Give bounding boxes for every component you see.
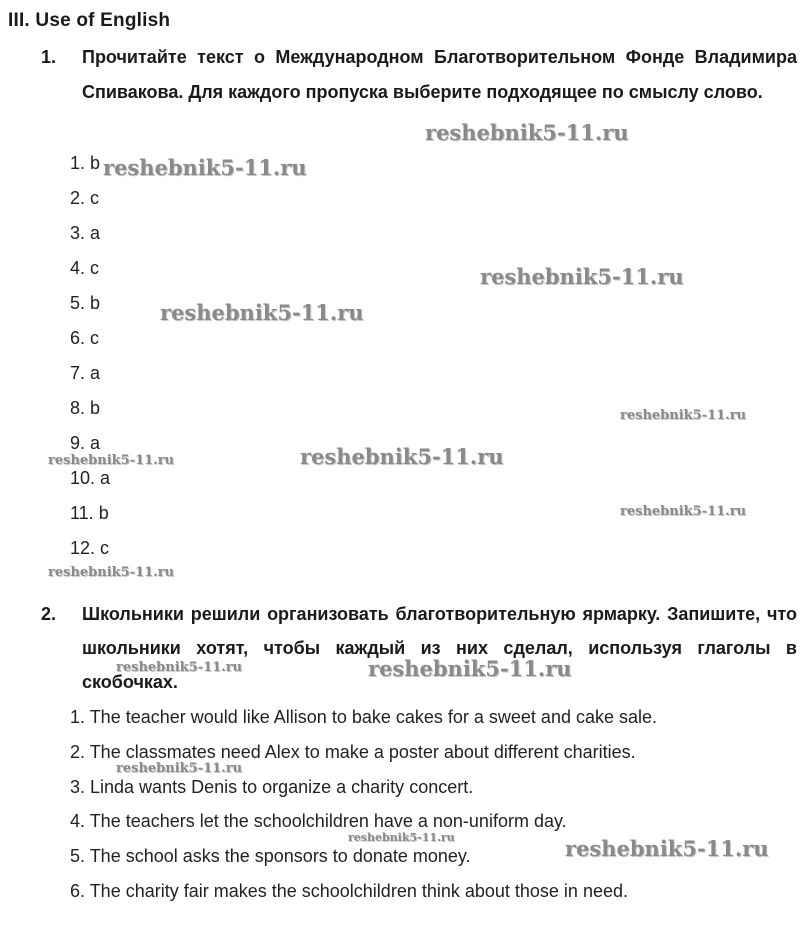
answer-item: 7. a — [70, 363, 101, 383]
answer-item: 1. b — [70, 153, 101, 173]
watermark: reshebnik5-11.ru — [565, 836, 769, 861]
task1-answers-list — [70, 146, 110, 566]
sentence-item: 3. Linda wants Denis to organize a charity concert. — [70, 776, 474, 797]
sentence-item: 5. The school asks the sponsors to donate money. — [70, 846, 471, 867]
watermark: reshebnik5-11.ru — [348, 831, 455, 844]
answer-item: 4. c — [70, 258, 100, 278]
sentence-item: 2. The classmates need Alex to make a poster about different charities. — [70, 741, 636, 762]
answer-item: 3. a — [70, 223, 101, 243]
sentence-item: 4. The teachers let the schoolchildren have a non-uniform day. — [70, 811, 567, 832]
watermark: reshebnik5-11.ru — [116, 660, 243, 675]
task1-number: 1. — [41, 47, 57, 67]
watermark: reshebnik5-11.ru — [160, 300, 364, 325]
watermark: reshebnik5-11.ru — [48, 453, 175, 468]
watermark: reshebnik5-11.ru — [620, 504, 747, 519]
watermark: reshebnik5-11.ru — [425, 120, 629, 145]
answer-item: 11. b — [70, 503, 109, 523]
answer-item: 10. a — [70, 468, 111, 488]
task2-sentences-list — [70, 700, 657, 909]
sentence-item: 1. The teacher would like Allison to bake cakes for a sweet and cake sale. — [70, 707, 658, 727]
answer-item: 2. c — [70, 188, 100, 208]
task2-number: 2. — [41, 604, 57, 624]
answer-item: 9. a — [70, 433, 101, 453]
watermark: reshebnik5-11.ru — [48, 565, 175, 580]
answer-item: 5. b — [70, 293, 101, 313]
watermark: reshebnik5-11.ru — [368, 656, 572, 681]
watermark: reshebnik5-11.ru — [480, 264, 684, 289]
task2-instruction: Школьники решили организовать благотворительную ярмарку. Запишите, что школьники хотят, чтобы каждый из них сделал, используя глаголы в скобочках. — [82, 604, 797, 692]
answer-item: 6. c — [70, 328, 100, 348]
sentence-item: 6. The charity fair makes the schoolchildren think about those in need. — [70, 880, 628, 901]
watermark: reshebnik5-11.ru — [620, 408, 747, 423]
answer-item: 8. b — [70, 398, 101, 418]
answer-item: 12. c — [70, 538, 110, 558]
watermark: reshebnik5-11.ru — [300, 444, 504, 469]
section-title: III. Use of English — [8, 10, 171, 31]
watermark: reshebnik5-11.ru — [116, 761, 243, 776]
task1-instruction: Прочитайте текст о Международном Благотворительном Фонде Владимира Спивакова. Для каждого пропуска выберите подходящее по смыслу слово. — [82, 47, 797, 102]
watermark: reshebnik5-11.ru — [103, 155, 307, 180]
